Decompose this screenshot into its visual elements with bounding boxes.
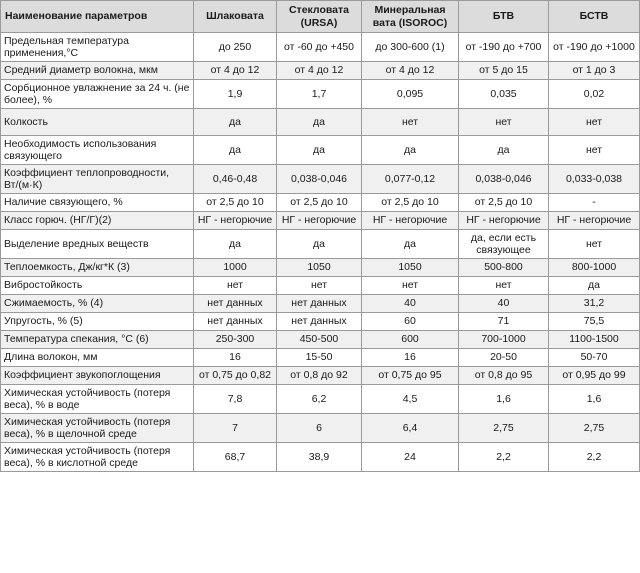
cell: да (362, 230, 459, 259)
cell: 20-50 (459, 349, 549, 367)
cell: от 5 до 15 (459, 62, 549, 80)
cell: нет (549, 230, 640, 259)
cell: нет данных (194, 295, 277, 313)
cell: нет (277, 277, 362, 295)
header-glass-wool: Стекловата (URSA) (277, 1, 362, 33)
table-row (1, 443, 640, 472)
cell: нет (362, 277, 459, 295)
cell: 31,2 (549, 295, 640, 313)
cell: от -190 до +700 (459, 33, 549, 62)
cell: до 250 (194, 33, 277, 62)
cell: 700-1000 (459, 331, 549, 349)
cell: да (277, 109, 362, 136)
table-row (1, 331, 640, 349)
param-label: Коэффициент теплопроводности, Вт/(м·К) (1, 165, 194, 194)
cell: да (549, 277, 640, 295)
header-btv: БТВ (459, 1, 549, 33)
param-label: Химическая устойчивость (потеря веса), % в кислотной среде (1, 443, 194, 472)
cell: 0,033-0,038 (549, 165, 640, 194)
cell: 1000 (194, 259, 277, 277)
header-parameters: Наименование параметров (1, 1, 194, 33)
cell: 0,02 (549, 80, 640, 109)
cell: 1,6 (459, 385, 549, 414)
param-label: Сжимаемость, % (4) (1, 295, 194, 313)
param-label: Класс горюч. (НГ/Г)(2) (1, 212, 194, 230)
cell: 1,6 (549, 385, 640, 414)
cell: от 4 до 12 (277, 62, 362, 80)
cell: 800-1000 (549, 259, 640, 277)
cell: от -60 до +450 (277, 33, 362, 62)
cell: 1050 (362, 259, 459, 277)
param-label: Химическая устойчивость (потеря веса), % в щелочной среде (1, 414, 194, 443)
cell: 2,75 (549, 414, 640, 443)
cell: от 1 до 3 (549, 62, 640, 80)
cell: до 300-600 (1) (362, 33, 459, 62)
cell: от 0,75 до 95 (362, 367, 459, 385)
cell: 75,5 (549, 313, 640, 331)
cell: от 0,8 до 92 (277, 367, 362, 385)
cell: нет (194, 277, 277, 295)
cell: 0,095 (362, 80, 459, 109)
param-label: Предельная температура применения,°С (1, 33, 194, 62)
cell: 2,2 (459, 443, 549, 472)
param-label: Сорбционное увлажнение за 24 ч. (не более), % (1, 80, 194, 109)
cell: 6,2 (277, 385, 362, 414)
param-label: Средний диаметр волокна, мкм (1, 62, 194, 80)
cell: да (362, 136, 459, 165)
cell: нет данных (277, 295, 362, 313)
cell: 1,9 (194, 80, 277, 109)
header-bstv: БСТВ (549, 1, 640, 33)
cell: НГ - негорючие (277, 212, 362, 230)
cell: да (194, 230, 277, 259)
header-slag-wool: Шлаковата (194, 1, 277, 33)
cell: 2,75 (459, 414, 549, 443)
param-label: Коэффициент звукопоглощения (1, 367, 194, 385)
cell: 1100-1500 (549, 331, 640, 349)
cell: 6 (277, 414, 362, 443)
cell: 0,46-0,48 (194, 165, 277, 194)
param-label: Выделение вредных веществ (1, 230, 194, 259)
cell: 6,4 (362, 414, 459, 443)
cell: от 2,5 до 10 (194, 194, 277, 212)
cell: от 0,8 до 95 (459, 367, 549, 385)
cell: 40 (362, 295, 459, 313)
table-row (1, 414, 640, 443)
param-label: Упругость, % (5) (1, 313, 194, 331)
table-row (1, 165, 640, 194)
cell: нет (549, 136, 640, 165)
table-row (1, 259, 640, 277)
cell: от 0,75 до 0,82 (194, 367, 277, 385)
table-row (1, 212, 640, 230)
cell: НГ - негорючие (459, 212, 549, 230)
cell: НГ - негорючие (194, 212, 277, 230)
cell: 1050 (277, 259, 362, 277)
cell: 0,038-0,046 (277, 165, 362, 194)
param-label: Температура спекания, °С (6) (1, 331, 194, 349)
cell: 600 (362, 331, 459, 349)
param-label: Колкость (1, 109, 194, 136)
param-label: Наличие связующего, % (1, 194, 194, 212)
cell: 0,038-0,046 (459, 165, 549, 194)
table-header-row (1, 1, 640, 33)
cell: от 4 до 12 (362, 62, 459, 80)
param-label: Теплоемкость, Дж/кг*К (3) (1, 259, 194, 277)
table-row (1, 62, 640, 80)
cell: 68,7 (194, 443, 277, 472)
table-row (1, 277, 640, 295)
cell: - (549, 194, 640, 212)
table-row (1, 385, 640, 414)
cell: да (459, 136, 549, 165)
cell: НГ - негорючие (549, 212, 640, 230)
cell: от 4 до 12 (194, 62, 277, 80)
cell: 0,077-0,12 (362, 165, 459, 194)
cell: 250-300 (194, 331, 277, 349)
param-label: Длина волокон, мм (1, 349, 194, 367)
table-row (1, 194, 640, 212)
cell: 2,2 (549, 443, 640, 472)
cell: от 0,95 до 99 (549, 367, 640, 385)
cell: 16 (362, 349, 459, 367)
cell: от 2,5 до 10 (459, 194, 549, 212)
cell: от 2,5 до 10 (277, 194, 362, 212)
cell: нет (549, 109, 640, 136)
cell: да (277, 230, 362, 259)
table-row (1, 367, 640, 385)
cell: от -190 до +1000 (549, 33, 640, 62)
cell: 71 (459, 313, 549, 331)
table-row (1, 230, 640, 259)
cell: нет данных (277, 313, 362, 331)
cell: да (194, 109, 277, 136)
table-row (1, 136, 640, 165)
cell: от 2,5 до 10 (362, 194, 459, 212)
table-row (1, 295, 640, 313)
cell: 15-50 (277, 349, 362, 367)
table-row (1, 33, 640, 62)
cell: 40 (459, 295, 549, 313)
table-row (1, 109, 640, 136)
param-label: Вибростойкость (1, 277, 194, 295)
cell: 7 (194, 414, 277, 443)
cell: 16 (194, 349, 277, 367)
param-label: Химическая устойчивость (потеря веса), % в воде (1, 385, 194, 414)
cell: 1,7 (277, 80, 362, 109)
table-row (1, 80, 640, 109)
cell: НГ - негорючие (362, 212, 459, 230)
cell: 50-70 (549, 349, 640, 367)
cell: 60 (362, 313, 459, 331)
table-row (1, 313, 640, 331)
cell: 0,035 (459, 80, 549, 109)
cell: нет данных (194, 313, 277, 331)
cell: 450-500 (277, 331, 362, 349)
cell: нет (459, 109, 549, 136)
param-label: Необходимость использования связующего (1, 136, 194, 165)
header-mineral-wool: Минеральная вата (ISOROC) (362, 1, 459, 33)
cell: 38,9 (277, 443, 362, 472)
cell: нет (362, 109, 459, 136)
table-row (1, 349, 640, 367)
cell: да (277, 136, 362, 165)
cell: нет (459, 277, 549, 295)
cell: 7,8 (194, 385, 277, 414)
cell: 24 (362, 443, 459, 472)
cell: да, если есть связующее (459, 230, 549, 259)
cell: 500-800 (459, 259, 549, 277)
cell: 4,5 (362, 385, 459, 414)
cell: да (194, 136, 277, 165)
